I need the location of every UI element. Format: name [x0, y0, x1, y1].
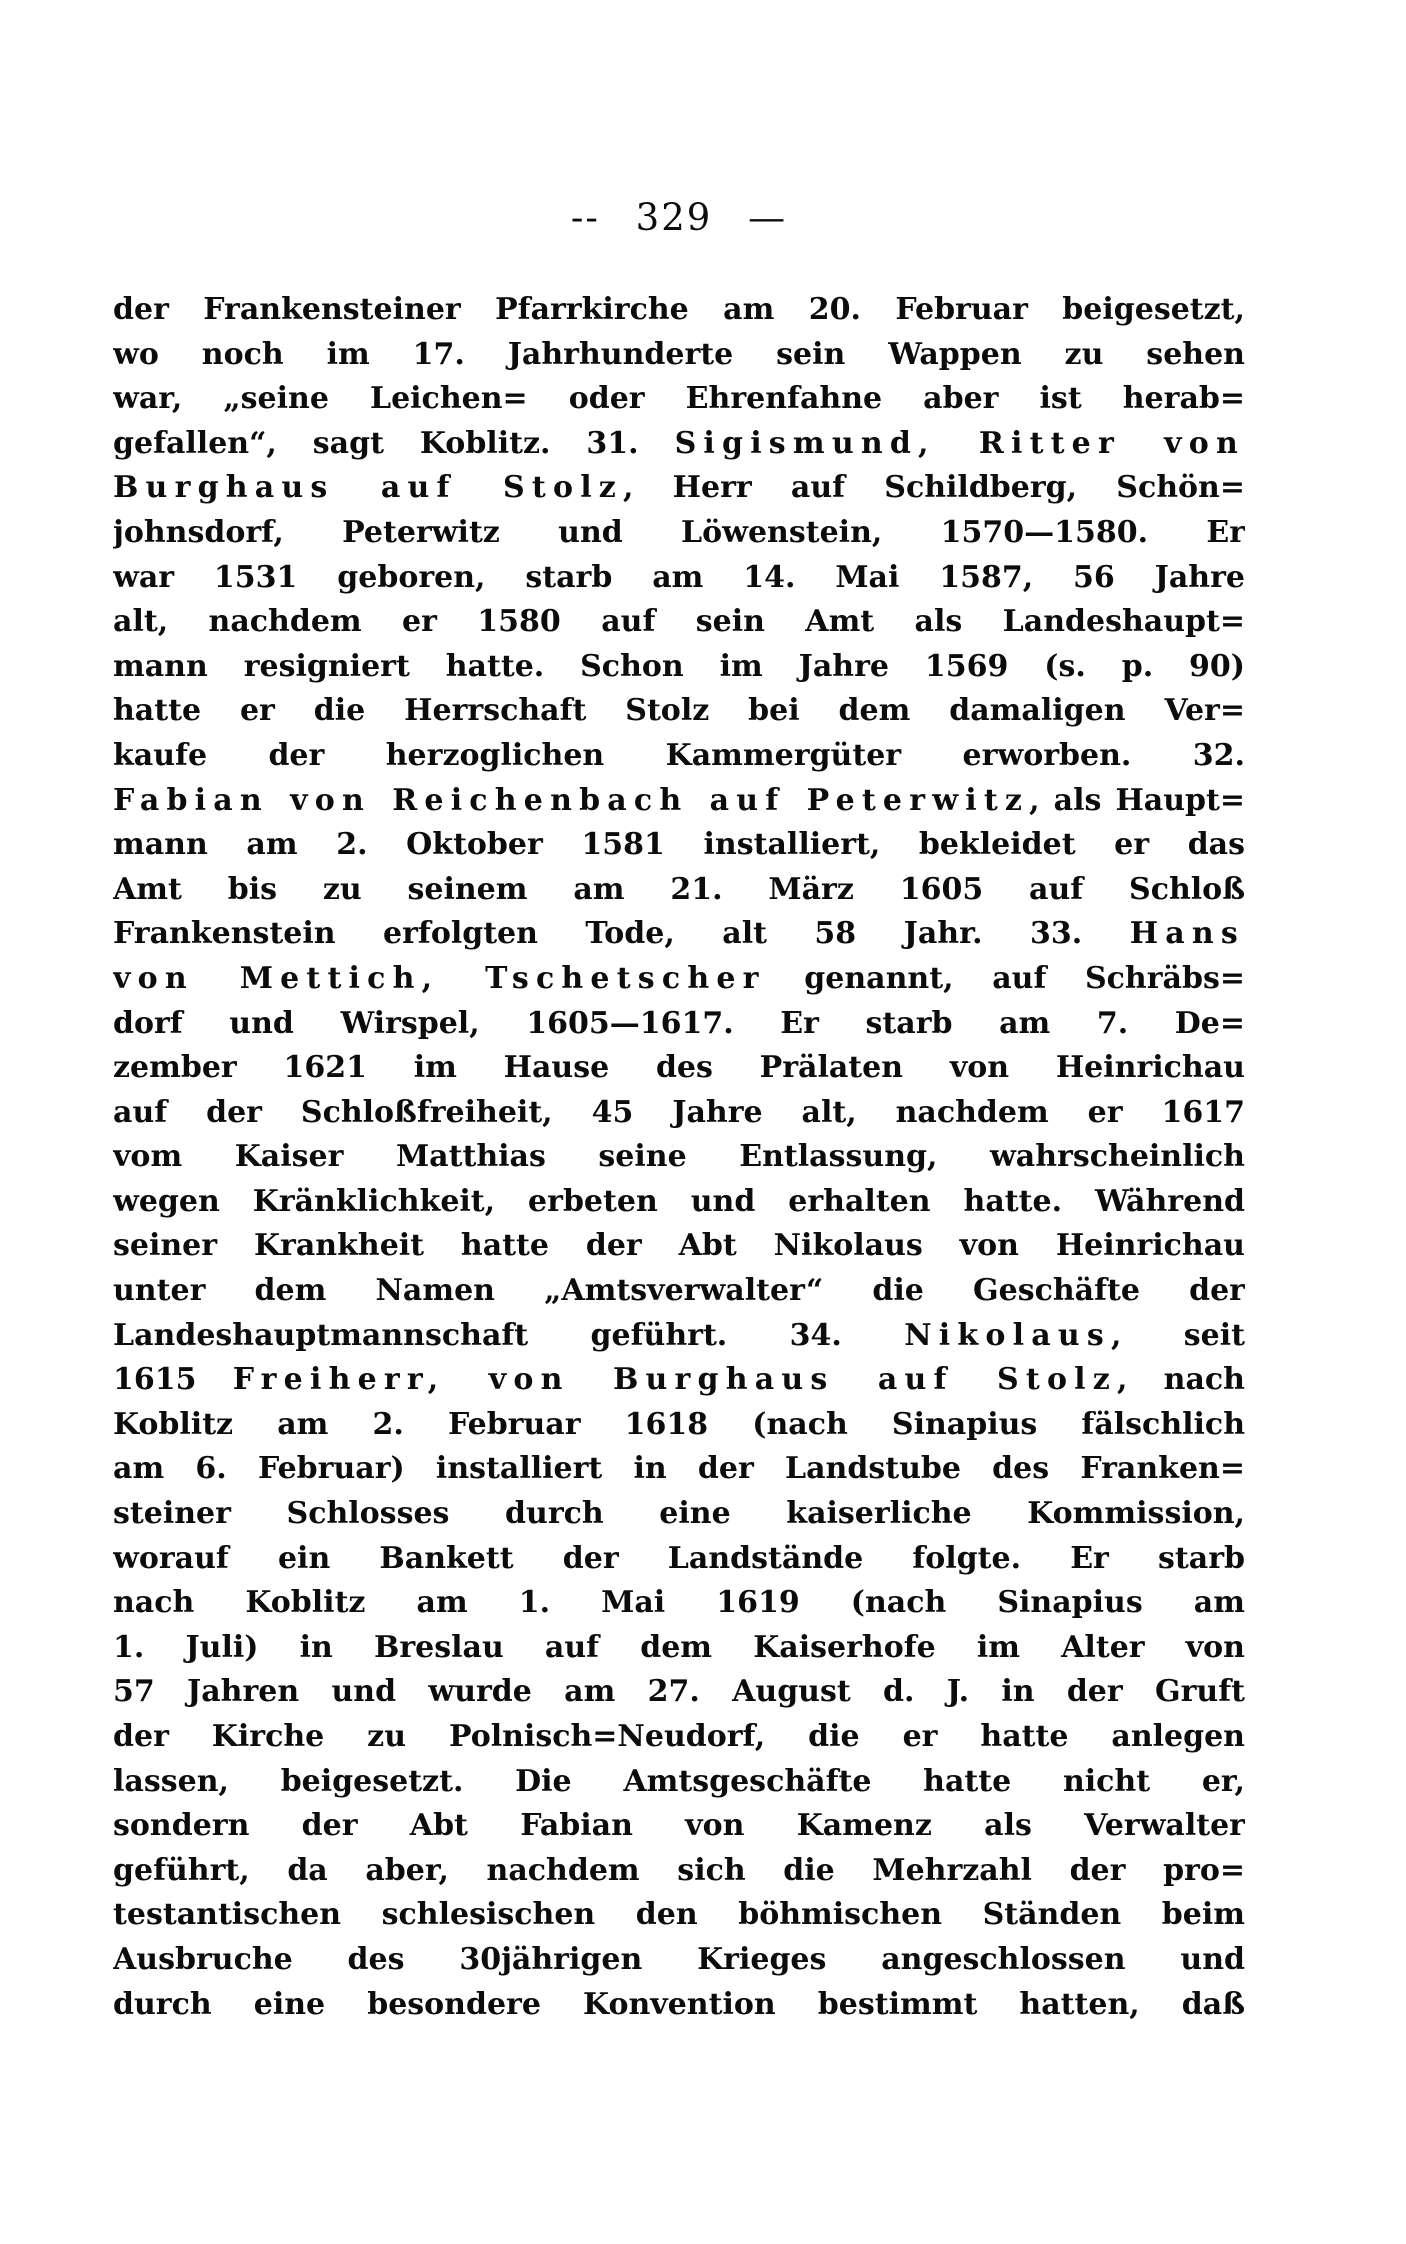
text-line: [113, 1715, 1245, 1760]
text-line: [113, 868, 1245, 913]
text-line: [113, 1626, 1245, 1671]
text-segment: der Frankensteiner Pfarrkirche am 20. Februar beigesetzt,: [113, 292, 1245, 327]
text-line: [113, 333, 1245, 378]
text-segment: testantischen schlesischen den böhmischen Ständen beim: [113, 1897, 1245, 1933]
text-line: [113, 556, 1245, 601]
text-line: [113, 1983, 1245, 2028]
text-line: [113, 511, 1245, 556]
text-segment: alt, nachdem er 1580 auf sein Amt als Landeshaupt=: [113, 604, 1245, 640]
text-segment: durch eine besondere Konvention bestimmt hatten, daß: [113, 1986, 1245, 2022]
text-line: [113, 779, 1245, 824]
text-segment: , Herr auf Schildberg, Schön=: [623, 470, 1245, 506]
text-line: [113, 1893, 1245, 1938]
text-line: [113, 1537, 1245, 1582]
text-segment: seiner Krankheit hatte der Abt Nikolaus von Heinrichau: [113, 1228, 1245, 1264]
text-segment: steiner Schlosses durch eine kaiserliche Kommission,: [113, 1496, 1245, 1532]
text-segment: sondern der Abt Fabian von Kamenz als Verwalter: [113, 1808, 1245, 1844]
text-line: [113, 1224, 1245, 1269]
spread-name-text: Freiherr, von Burghaus auf Stolz: [232, 1362, 1118, 1398]
text-segment: wo noch im 17. Jahrhunderte sein Wappen zu sehen: [113, 336, 1245, 372]
text-segment: am 6. Februar) installiert in der Landstube des Franken=: [113, 1451, 1245, 1487]
text-line: [113, 1447, 1245, 1492]
text-segment: kaufe der herzoglichen Kammergüter erworben. 32.: [113, 737, 1245, 773]
text-segment: der Kirche zu Polnisch=Neudorf, die er hatte anlegen: [113, 1719, 1245, 1754]
text-segment: vom Kaiser Matthias seine Entlassung, wahrscheinlich: [113, 1139, 1245, 1175]
text-line: [113, 1091, 1245, 1136]
text-line: [113, 823, 1245, 868]
text-line: [113, 645, 1245, 690]
text-line: [113, 1804, 1245, 1849]
text-segment: genannt, auf Schräbs=: [765, 960, 1245, 996]
spread-name-text: Fabian von Reichenbach auf Peterwitz: [113, 782, 1030, 818]
text-segment: hatte er die Herrschaft Stolz bei dem damaligen Ver=: [113, 693, 1245, 729]
text-line: [113, 1492, 1245, 1537]
text-line: [113, 1269, 1245, 1314]
text-segment: mann am 2. Oktober 1581 installiert, bekleidet er das: [113, 827, 1245, 863]
text-line: [113, 1358, 1245, 1403]
spread-name-text: von Mettich, Tschetscher: [113, 960, 766, 996]
text-segment: , nach: [1117, 1362, 1245, 1398]
text-segment: unter dem Namen „Amtsverwalter“ die Geschäfte der: [113, 1273, 1245, 1309]
text-line: [113, 1581, 1245, 1626]
text-segment: auf der Schloßfreiheit, 45 Jahre alt, nachdem er 1617: [113, 1094, 1245, 1130]
text-line: [113, 1670, 1245, 1715]
text-line: [113, 957, 1245, 1002]
text-segment: geführt, da aber, nachdem sich die Mehrzahl der pro=: [113, 1852, 1245, 1888]
text-segment: , als Haupt=: [1029, 782, 1245, 818]
spread-name-text: Burghaus auf Stolz: [113, 470, 624, 506]
text-segment: Landeshauptmannschaft geführt. 34.: [113, 1317, 905, 1353]
text-line: [113, 1403, 1245, 1448]
text-segment: , seit: [1110, 1317, 1245, 1353]
text-segment: dorf und Wirspel, 1605—1617. Er starb am 7. De=: [113, 1005, 1245, 1041]
text-line: [113, 1938, 1245, 1983]
text-segment: johnsdorf, Peterwitz und Löwenstein, 1570—1580. Er: [113, 514, 1245, 550]
text-line: [113, 600, 1245, 645]
text-line: [113, 1180, 1245, 1225]
text-line: [113, 377, 1245, 422]
text-line: [113, 689, 1245, 734]
text-segment: 1. Juli) in Breslau auf dem Kaiserhofe im Alter von: [113, 1629, 1245, 1665]
text-line: [113, 734, 1245, 779]
text-line: [113, 912, 1245, 957]
text-line: [113, 288, 1245, 333]
text-segment: Koblitz am 2. Februar 1618 (nach Sinapius fälschlich: [113, 1406, 1245, 1442]
text-line: [113, 422, 1245, 467]
text-segment: mann resigniert hatte. Schon im Jahre 1569 (s. p. 90): [113, 648, 1245, 684]
text-segment: gefallen“, sagt Koblitz. 31.: [113, 425, 675, 461]
text-segment: Ausbruche des 30jährigen Krieges angeschlossen und: [113, 1941, 1245, 1977]
spread-name-text: Hans: [1129, 916, 1245, 952]
text-segment: wegen Kränklichkeit, erbeten und erhalten hatte. Während: [113, 1183, 1245, 1219]
page-text: [113, 288, 1245, 2027]
text-segment: Amt bis zu seinem am 21. März 1605 auf Schloß: [113, 871, 1245, 907]
text-line: [113, 1002, 1245, 1047]
page-number: -- 329 —: [570, 196, 788, 239]
spread-name-text: Nikolaus: [904, 1317, 1111, 1353]
text-segment: worauf ein Bankett der Landstände folgte. Er starb: [113, 1540, 1245, 1576]
text-segment: Frankenstein erfolgten Tode, alt 58 Jahr. 33.: [113, 916, 1130, 952]
text-line: [113, 1849, 1245, 1894]
text-line: [113, 466, 1245, 511]
text-line: [113, 1135, 1245, 1180]
text-line: [113, 1760, 1245, 1805]
text-segment: 57 Jahren und wurde am 27. August d. J. in der Gruft: [113, 1674, 1245, 1710]
text-line: [113, 1046, 1245, 1091]
text-line: [113, 1314, 1245, 1359]
spread-name-text: Sigismund, Ritter von: [674, 425, 1245, 461]
text-segment: 1615: [113, 1362, 233, 1398]
text-segment: war 1531 geboren, starb am 14. Mai 1587, 56 Jahre: [113, 559, 1245, 595]
text-segment: zember 1621 im Hause des Prälaten von Heinrichau: [113, 1050, 1245, 1086]
text-segment: war, „seine Leichen= oder Ehrenfahne aber ist herab=: [113, 381, 1245, 417]
text-segment: nach Koblitz am 1. Mai 1619 (nach Sinapius am: [113, 1585, 1245, 1621]
text-segment: lassen, beigesetzt. Die Amtsgeschäfte hatte nicht er,: [113, 1763, 1245, 1799]
